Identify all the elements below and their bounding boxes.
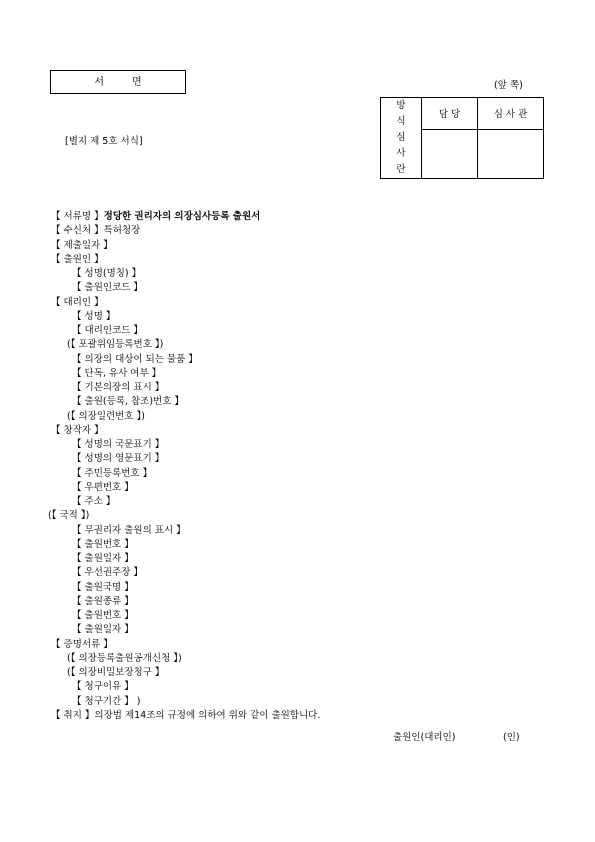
form-line [72, 396, 184, 408]
field-label: 【 우편번호 】 [72, 481, 134, 493]
field-label: 【 출원인 】 [51, 253, 104, 265]
form-line [72, 325, 143, 337]
field-label: 【 주민등록번호 】 [72, 467, 153, 479]
field-label: 【 출원국명 】 [72, 581, 134, 593]
form-line [72, 453, 164, 465]
document-title: 서면 [94, 77, 170, 88]
form-line [72, 282, 143, 294]
form-line [51, 254, 104, 266]
form-line [51, 639, 113, 651]
form-line [72, 596, 134, 608]
form-line [72, 553, 134, 565]
form-line [72, 525, 186, 537]
form-line [51, 297, 104, 309]
field-label: 【 서류명 】 [51, 211, 104, 222]
field-label: 【 주소 】 [72, 496, 116, 507]
form-line [51, 710, 320, 722]
form-line [72, 567, 143, 579]
field-label: 【 수신처 】 [51, 225, 104, 237]
field-label: 【 대리인코드 】 [72, 325, 143, 336]
form-line [51, 425, 104, 437]
form-line [72, 696, 140, 708]
form-line [67, 411, 145, 423]
field-label: (【 포괄위임등록번호 】) [67, 339, 164, 351]
field-value[interactable]: 특허청장 [103, 225, 141, 237]
review-col-examiner: 심 사 관 [478, 98, 544, 130]
form-line [72, 368, 161, 380]
form-line [67, 339, 163, 351]
field-label: 【 출원일자 】 [72, 624, 134, 636]
field-label: 【 출원번호 】 [72, 610, 134, 621]
field-label: 【 무권리자 출원의 표시 】 [72, 524, 186, 536]
form-line [72, 354, 198, 366]
field-label: 【 창작자 】 [51, 424, 104, 436]
seal-mark: (인) [503, 732, 520, 743]
field-label: 【 제출일자 】 [51, 239, 113, 251]
form-line [72, 539, 134, 551]
form-line [67, 653, 182, 665]
form-line [48, 510, 89, 522]
field-label: (【 국적 】) [48, 510, 90, 522]
field-label: 【 출원(등록, 참조)번호 】 [72, 396, 184, 408]
field-label: 【 성명 】 [72, 310, 116, 322]
field-label: 【 성명의 국문표기 】 [72, 439, 165, 450]
document-title-box [50, 70, 186, 94]
field-value[interactable]: 정당한 권리자의 의장심사등록 출원서 [103, 211, 261, 222]
field-label: 【 단독, 유사 여부 】 [72, 367, 162, 379]
field-label: 【 출원인코드 】 [72, 282, 143, 294]
field-label: 【 의장의 대상이 되는 물품 】 [72, 353, 198, 365]
field-label: 【 성명의 영문표기 】 [72, 453, 165, 465]
field-label: 【 출원종류 】 [72, 595, 134, 607]
form-line [72, 582, 134, 594]
field-label: 【 청구이유 】 [72, 681, 134, 693]
field-label: 【 청구기간 】 [72, 695, 134, 707]
applicant-signature-label: 출원인(대리인) [393, 732, 456, 743]
field-label: 【 증명서류 】 [51, 638, 113, 650]
front-side-note: (앞 쪽) [494, 80, 523, 91]
field-label: (【 의장일련번호 】) [67, 410, 146, 422]
review-examiner-cell[interactable] [478, 129, 544, 178]
form-line [72, 268, 141, 280]
form-line [72, 382, 164, 394]
form-line [51, 240, 113, 252]
form-number: [별지 제 5호 서식] [65, 136, 143, 147]
field-label: 【 기본의장의 표시 】 [72, 382, 165, 393]
form-line [72, 681, 134, 693]
field-label: 【 우선권주장 】 [72, 567, 143, 579]
field-label: (【 의장비밀보장청구 】 [67, 667, 165, 678]
field-label: 【 출원일자 】 [72, 553, 134, 564]
review-side-label: 방 식 심 사 란 [381, 98, 422, 179]
form-line [72, 624, 134, 636]
field-label: 【 대리인 】 [51, 296, 104, 308]
field-label: 【 출원번호 】 [72, 538, 134, 550]
field-label: (【 의장등록출원공개신청 】) [67, 652, 182, 664]
form-line [72, 482, 134, 494]
field-label: 【 취지 】 [51, 709, 95, 721]
field-value[interactable]: ) [133, 695, 141, 707]
form-line [67, 667, 164, 679]
form-line [51, 211, 260, 223]
field-value[interactable]: 의장법 제14조의 규정에 의하여 위와 같이 출원합니다. [94, 709, 321, 721]
review-box [380, 97, 544, 179]
review-col-staff: 담 당 [422, 98, 478, 130]
form-line [72, 311, 115, 323]
form-line [72, 439, 164, 451]
form-line [72, 496, 115, 508]
review-staff-cell[interactable] [422, 129, 478, 178]
form-line [51, 225, 140, 237]
form-line [72, 468, 152, 480]
form-line [72, 610, 134, 622]
field-label: 【 성명(명칭) 】 [72, 268, 142, 279]
